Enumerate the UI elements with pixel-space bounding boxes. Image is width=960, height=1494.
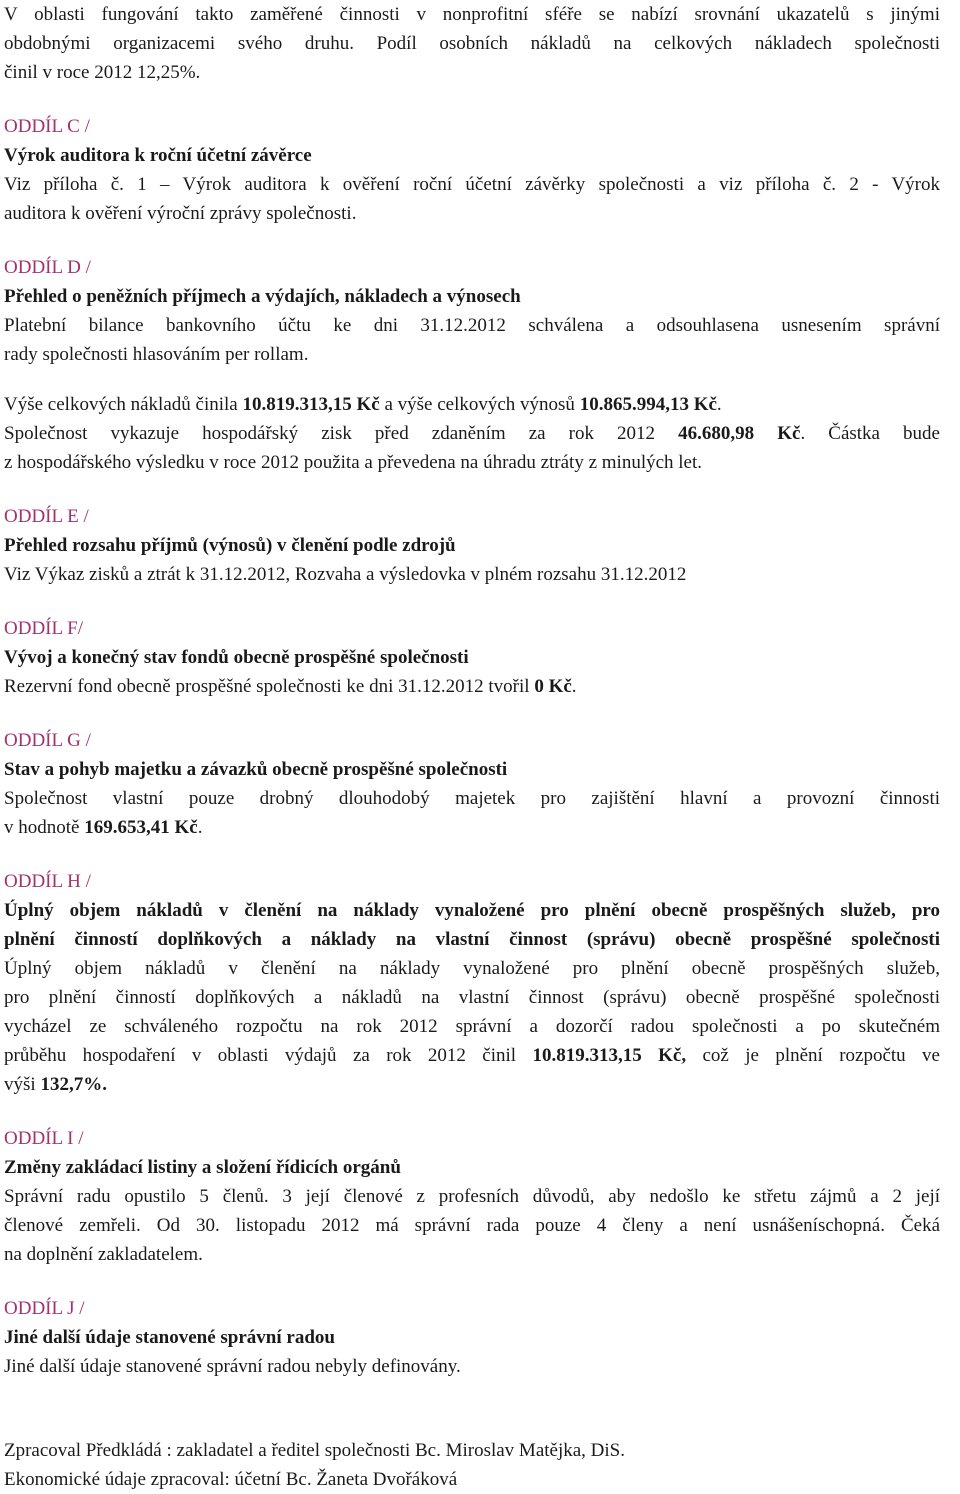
section-j-line-1: Jiné další údaje stanovené správní radou nebyly definovány.	[4, 1356, 461, 1377]
expense-line-end: což je plnění rozpočtu ve	[686, 1045, 940, 1066]
section-c	[4, 112, 940, 228]
budget-label: výši	[4, 1074, 41, 1095]
section-e	[4, 502, 940, 589]
section-j-heading: ODDÍL J /	[4, 1298, 85, 1319]
section-d-profit-line-2: z hospodářského výsledku v roce 2012 použita a převedena na úhradu ztráty z minulých let.	[4, 452, 703, 473]
section-c-line-2: auditora k ověření výroční zprávy společnosti.	[4, 203, 357, 224]
section-h-title-1: Úplný objem nákladů v členění na náklady vynaložené pro plnění obecně prospěšných služeb, pro	[4, 900, 940, 921]
asset-value-end: .	[197, 817, 203, 838]
section-g-title: Stav a pohyb majetku a závazků obecně prospěšné společnosti	[4, 759, 508, 780]
document-footer	[4, 1436, 625, 1494]
section-i-heading: ODDÍL I /	[4, 1128, 84, 1149]
reserve-fund-value: 0 Kč	[534, 676, 572, 697]
section-g-line-2	[4, 813, 940, 842]
revenue-value: 10.865.994,13 Kč	[579, 394, 717, 415]
profit-line-end: . Částka bude	[800, 423, 940, 444]
section-c-line-1: Viz příloha č. 1 – Výrok auditora k ověření roční účetní závěrky společnosti a viz příloha č. 2 - Výrok	[4, 174, 940, 195]
section-i-line-2: členové zemřeli. Od 30. listopadu 2012 má správní rada pouze 4 členy a není usnášeníschopná. Čeká	[4, 1215, 940, 1236]
section-f-title: Vývoj a konečný stav fondů obecně prospěšné společnosti	[4, 647, 469, 668]
costs-value: 10.819.313,15 Kč	[242, 394, 380, 415]
section-c-heading: ODDÍL C /	[4, 116, 90, 137]
section-h-line-1: Úplný objem nákladů v členění na náklady vynaložené pro plnění obecně prospěšných služeb,	[4, 958, 940, 979]
section-i-title: Změny zakládací listiny a složení řídicích orgánů	[4, 1157, 401, 1178]
section-i-line-1: Správní radu opustilo 5 členů. 3 její členové z profesních důvodů, aby nedošlo ke střetu zájmů a 2 její	[4, 1186, 940, 1207]
reserve-fund-label: Rezervní fond obecně prospěšné společnosti ke dni 31.12.2012 tvořil	[4, 676, 535, 697]
section-h-title-2: plnění činností doplňkových a náklady na vlastní činnost (správu) obecně prospěšné společnosti	[4, 929, 940, 950]
profit-value: 46.680,98 Kč	[678, 423, 801, 444]
section-e-heading: ODDÍL E /	[4, 506, 89, 527]
section-d	[4, 253, 940, 477]
reserve-fund-end: .	[571, 676, 577, 697]
section-d-costs-line	[4, 390, 940, 419]
section-h-line-2: pro plnění činností doplňkových a nákladů na vlastní činnost (správu) obecně prospěšné společnosti	[4, 987, 940, 1008]
section-f-line-1	[4, 672, 940, 701]
section-h-line-5	[4, 1070, 940, 1099]
section-j-title: Jiné další údaje stanovené správní radou	[4, 1327, 335, 1348]
section-g-line-1: Společnost vlastní pouze drobný dlouhodobý majetek pro zajištění hlavní a provozní činnosti	[4, 788, 940, 809]
section-h	[4, 867, 940, 1099]
section-j	[4, 1294, 940, 1381]
section-f	[4, 614, 940, 701]
asset-value: 169.653,41 Kč	[84, 817, 198, 838]
costs-label: Výše celkových nákladů činila	[4, 394, 243, 415]
section-c-title: Výrok auditora k roční účetní závěrce	[4, 145, 312, 166]
expense-value: 10.819.313,15 Kč,	[532, 1045, 687, 1066]
section-h-heading: ODDÍL H /	[4, 871, 91, 892]
asset-value-label: v hodnotě	[4, 817, 85, 838]
section-g	[4, 726, 940, 842]
intro-line-2: obdobnými organizacemi svého druhu. Podíl osobních nákladů na celkových nákladech společnosti	[4, 33, 940, 54]
intro-line-1: V oblasti fungování takto zaměřené činnosti v nonprofitní sféře se nabízí srovnání ukazatelů s jinými	[4, 4, 940, 25]
intro-line-3: činil v roce 2012 12,25%.	[4, 62, 201, 83]
expense-label: průběhu hospodaření v oblasti výdajů za rok 2012 činil	[4, 1045, 533, 1066]
section-g-heading: ODDÍL G /	[4, 730, 91, 751]
section-d-title: Přehled o peněžních příjmech a výdajích, nákladech a výnosech	[4, 286, 521, 307]
section-h-line-4	[4, 1041, 940, 1070]
costs-line-end: .	[716, 394, 722, 415]
section-d-heading: ODDÍL D /	[4, 257, 91, 278]
budget-value: 132,7%.	[40, 1074, 107, 1095]
section-d-line-2: rady společnosti hlasováním per rollam.	[4, 344, 309, 365]
intro-section	[4, 0, 940, 87]
section-e-title: Přehled rozsahu příjmů (výnosů) v členění podle zdrojů	[4, 535, 456, 556]
section-i	[4, 1124, 940, 1269]
section-h-line-3: vycházel ze schváleného rozpočtu na rok 2012 správní a dozorčí radou společnosti a po skutečném	[4, 1016, 940, 1037]
profit-label: Společnost vykazuje hospodářský zisk před zdaněním za rok 2012	[4, 423, 679, 444]
footer-economic-data: Ekonomické údaje zpracoval: účetní Bc. Žaneta Dvořáková	[4, 1469, 458, 1490]
section-e-line-1: Viz Výkaz zisků a ztrát k 31.12.2012, Rozvaha a výsledovka v plném rozsahu 31.12.2012	[4, 564, 687, 585]
section-f-heading: ODDÍL F/	[4, 618, 83, 639]
section-i-line-3: na doplnění zakladatelem.	[4, 1244, 203, 1265]
footer-prepared-by: Zpracoval Předkládá : zakladatel a ředitel společnosti Bc. Miroslav Matějka, DiS.	[4, 1440, 625, 1461]
revenue-label: a výše celkových výnosů	[379, 394, 580, 415]
section-d-line-1: Platební bilance bankovního účtu ke dni 31.12.2012 schválena a odsouhlasena usnesením správní	[4, 315, 940, 336]
section-d-profit-line	[4, 419, 940, 448]
